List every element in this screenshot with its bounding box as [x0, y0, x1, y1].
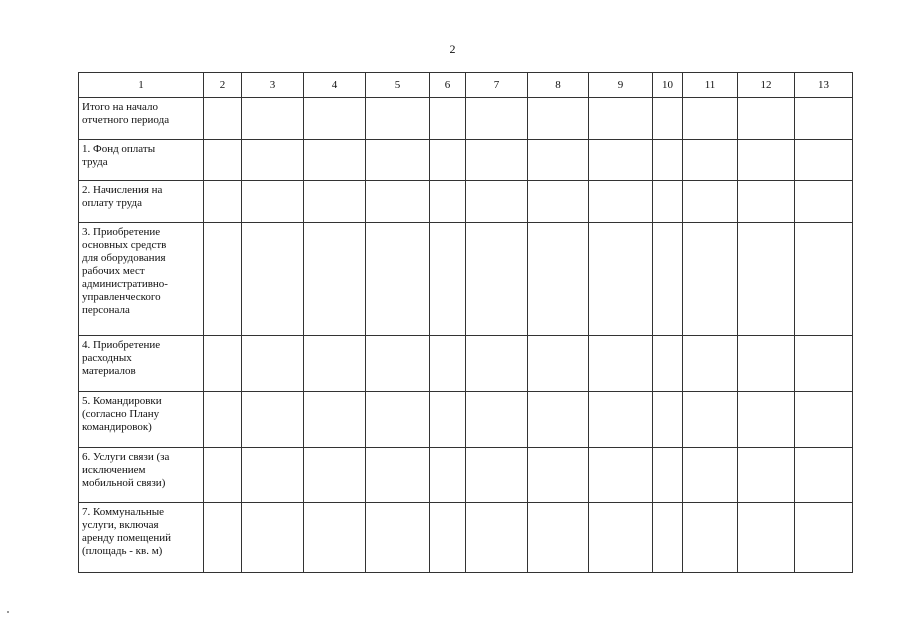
table-cell [653, 98, 683, 140]
row-label: 3. Приобретение основных средств для оборудования рабочих мест административно- управленческого персонала [79, 223, 204, 336]
table-cell [653, 223, 683, 336]
column-header: 7 [466, 73, 528, 98]
table-cell [466, 448, 528, 503]
table-row [79, 392, 853, 448]
table-cell [366, 503, 430, 573]
table-cell [204, 223, 242, 336]
table-cell [466, 223, 528, 336]
table-cell [795, 181, 853, 223]
table-cell [366, 223, 430, 336]
table-cell [204, 140, 242, 181]
table-row [79, 181, 853, 223]
table-cell [304, 140, 366, 181]
page-number: 2 [449, 42, 456, 56]
table-cell [795, 503, 853, 573]
table-cell [683, 448, 738, 503]
table-cell [683, 503, 738, 573]
table-cell [204, 503, 242, 573]
table-cell [304, 98, 366, 140]
table-cell [242, 98, 304, 140]
table-cell [430, 503, 466, 573]
table-cell [653, 181, 683, 223]
table-cell [589, 181, 653, 223]
table-cell [528, 392, 589, 448]
row-label: 4. Приобретение расходных материалов [79, 336, 204, 392]
table-cell [204, 181, 242, 223]
table-cell [466, 503, 528, 573]
row-label: 7. Коммунальные услуги, включая аренду помещений (площадь - кв. м) [79, 503, 204, 573]
column-header: 5 [366, 73, 430, 98]
table-cell [242, 503, 304, 573]
table-cell [653, 448, 683, 503]
table-cell [589, 336, 653, 392]
table-cell [653, 392, 683, 448]
table-cell [304, 223, 366, 336]
table-cell [204, 336, 242, 392]
table-cell [738, 392, 795, 448]
table-cell [430, 448, 466, 503]
column-header: 13 [795, 73, 853, 98]
table-cell [430, 140, 466, 181]
table-row [79, 223, 853, 336]
table-cell [466, 392, 528, 448]
row-label: 2. Начисления на оплату труда [79, 181, 204, 223]
table-cell [795, 98, 853, 140]
table-cell [683, 392, 738, 448]
table-cell [528, 98, 589, 140]
table-cell [738, 223, 795, 336]
table-cell [738, 181, 795, 223]
table-cell [738, 448, 795, 503]
table-cell [430, 98, 466, 140]
table-cell [242, 336, 304, 392]
table-cell [683, 181, 738, 223]
row-label: Итого на начало отчетного периода [79, 98, 204, 140]
table-cell [738, 503, 795, 573]
table-cell [795, 140, 853, 181]
column-header: 12 [738, 73, 795, 98]
table-cell [589, 98, 653, 140]
table-cell [683, 140, 738, 181]
table-cell [242, 223, 304, 336]
table-cell [430, 392, 466, 448]
column-header: 11 [683, 73, 738, 98]
table-cell [528, 503, 589, 573]
table-cell [204, 448, 242, 503]
column-header: 1 [79, 73, 204, 98]
table-cell [653, 336, 683, 392]
table-cell [204, 98, 242, 140]
table-cell [366, 140, 430, 181]
table-cell [683, 336, 738, 392]
column-header: 3 [242, 73, 304, 98]
table-cell [653, 140, 683, 181]
column-header: 4 [304, 73, 366, 98]
column-header: 8 [528, 73, 589, 98]
table-cell [528, 336, 589, 392]
table-cell [366, 98, 430, 140]
table-cell [242, 140, 304, 181]
table-cell [795, 392, 853, 448]
table-cell [304, 392, 366, 448]
table-cell [242, 181, 304, 223]
table-cell [795, 336, 853, 392]
table-cell [204, 392, 242, 448]
table-cell [528, 223, 589, 336]
table-cell [466, 181, 528, 223]
column-header: 9 [589, 73, 653, 98]
column-header: 6 [430, 73, 466, 98]
table-cell [430, 181, 466, 223]
row-label: 6. Услуги связи (за исключением мобильной связи) [79, 448, 204, 503]
table-cell [304, 503, 366, 573]
table-cell [528, 181, 589, 223]
table-cell [366, 181, 430, 223]
column-header: 2 [204, 73, 242, 98]
table-cell [304, 181, 366, 223]
table-cell [304, 448, 366, 503]
row-label: 1. Фонд оплаты труда [79, 140, 204, 181]
budget-table [78, 72, 853, 573]
table-header-row [79, 73, 853, 98]
table-cell [528, 448, 589, 503]
column-header: 10 [653, 73, 683, 98]
table-cell [304, 336, 366, 392]
table-row [79, 336, 853, 392]
table-cell [366, 448, 430, 503]
table-cell [242, 448, 304, 503]
table-cell [683, 98, 738, 140]
table-cell [738, 140, 795, 181]
table-row [79, 140, 853, 181]
table-row [79, 503, 853, 573]
table-cell [366, 336, 430, 392]
scan-dot [7, 611, 9, 613]
table-cell [795, 223, 853, 336]
row-label: 5. Командировки (согласно Плану командировок) [79, 392, 204, 448]
table-cell [466, 98, 528, 140]
table-cell [795, 448, 853, 503]
table-cell [589, 140, 653, 181]
table-cell [430, 223, 466, 336]
table-cell [366, 392, 430, 448]
table-cell [430, 336, 466, 392]
table-row [79, 98, 853, 140]
table-cell [589, 503, 653, 573]
table-cell [683, 223, 738, 336]
table-row [79, 448, 853, 503]
table-cell [528, 140, 589, 181]
table-cell [466, 140, 528, 181]
table-cell [589, 392, 653, 448]
table-cell [653, 503, 683, 573]
table-cell [738, 336, 795, 392]
table-cell [589, 448, 653, 503]
table-cell [242, 392, 304, 448]
table-cell [738, 98, 795, 140]
table-cell [466, 336, 528, 392]
table-cell [589, 223, 653, 336]
